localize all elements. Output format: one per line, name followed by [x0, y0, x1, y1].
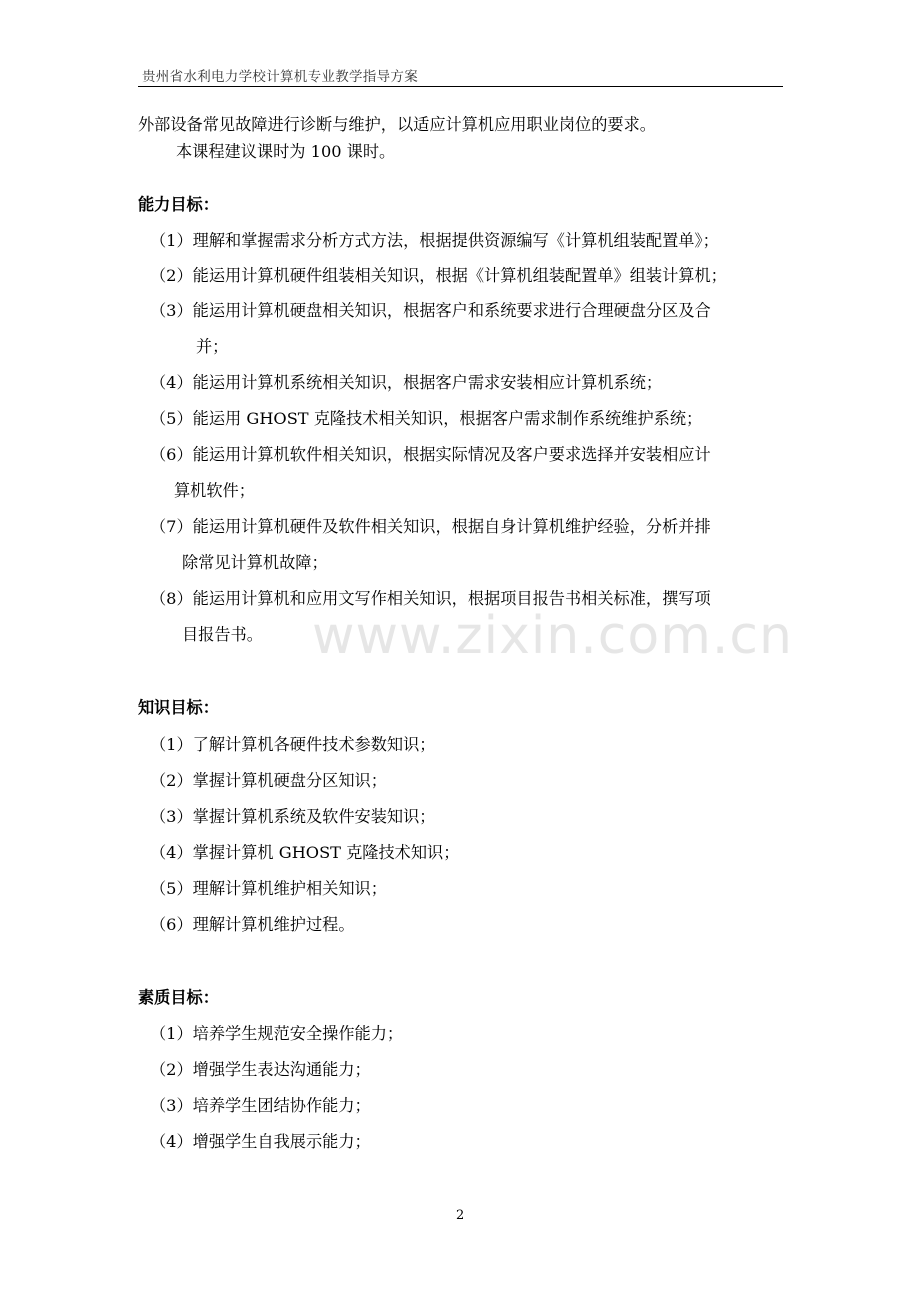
knowledge-item-2: （2）掌握计算机硬盘分区知识； [150, 771, 387, 790]
knowledge-item-6: （6）理解计算机维护过程。 [150, 915, 355, 934]
intro-line-1: 外部设备常见故障进行诊断与维护，以适应计算机应用职业岗位的要求。 [138, 115, 656, 134]
header-rule [138, 86, 783, 87]
ability-item-7-cont: 除常见计算机故障； [182, 553, 328, 572]
ability-item-1: （1）理解和掌握需求分析方式方法，根据提供资源编写《计算机组装配置单》； [150, 231, 719, 250]
page-number: 2 [456, 1208, 465, 1223]
quality-heading: 素质目标： [138, 988, 219, 1007]
watermark: www.zixin.com.cn [312, 606, 793, 666]
knowledge-item-3: （3）掌握计算机系统及软件安装知识； [150, 807, 436, 826]
ability-item-2: （2）能运用计算机硬件组装相关知识，根据《计算机组装配置单》组装计算机； [150, 266, 727, 285]
quality-item-2: （2）增强学生表达沟通能力； [150, 1060, 371, 1079]
ability-item-5: （5）能运用 GHOST 克隆技术相关知识，根据客户需求制作系统维护系统； [150, 409, 703, 428]
ability-item-7: （7）能运用计算机硬件及软件相关知识，根据自身计算机维护经验，分析并排 [150, 517, 711, 536]
knowledge-heading: 知识目标： [138, 698, 219, 717]
quality-item-4: （4）增强学生自我展示能力； [150, 1132, 371, 1151]
intro-line-2: 本课程建议课时为 100 课时。 [176, 142, 396, 161]
ability-item-8-cont: 目报告书。 [182, 625, 263, 644]
page-header-title: 贵州省水利电力学校计算机专业教学指导方案 [142, 69, 418, 85]
ability-item-8: （8）能运用计算机和应用文写作相关知识，根据项目报告书相关标准，撰写项 [150, 589, 711, 608]
knowledge-item-1: （1）了解计算机各硬件技术参数知识； [150, 735, 436, 754]
ability-item-3: （3）能运用计算机硬盘相关知识，根据客户和系统要求进行合理硬盘分区及合 [150, 301, 711, 320]
knowledge-item-5: （5）理解计算机维护相关知识； [150, 879, 387, 898]
quality-item-3: （3）培养学生团结协作能力； [150, 1096, 371, 1115]
knowledge-item-4: （4）掌握计算机 GHOST 克隆技术知识； [150, 843, 460, 862]
ability-item-4: （4）能运用计算机系统相关知识，根据客户需求安装相应计算机系统； [150, 373, 663, 392]
ability-item-6-cont: 算机软件； [174, 481, 255, 500]
quality-item-1: （1）培养学生规范安全操作能力； [150, 1024, 404, 1043]
ability-item-6: （6）能运用计算机软件相关知识，根据实际情况及客户要求选择并安装相应计 [150, 445, 711, 464]
ability-item-3-cont: 并； [196, 337, 229, 356]
ability-heading: 能力目标： [138, 195, 219, 214]
